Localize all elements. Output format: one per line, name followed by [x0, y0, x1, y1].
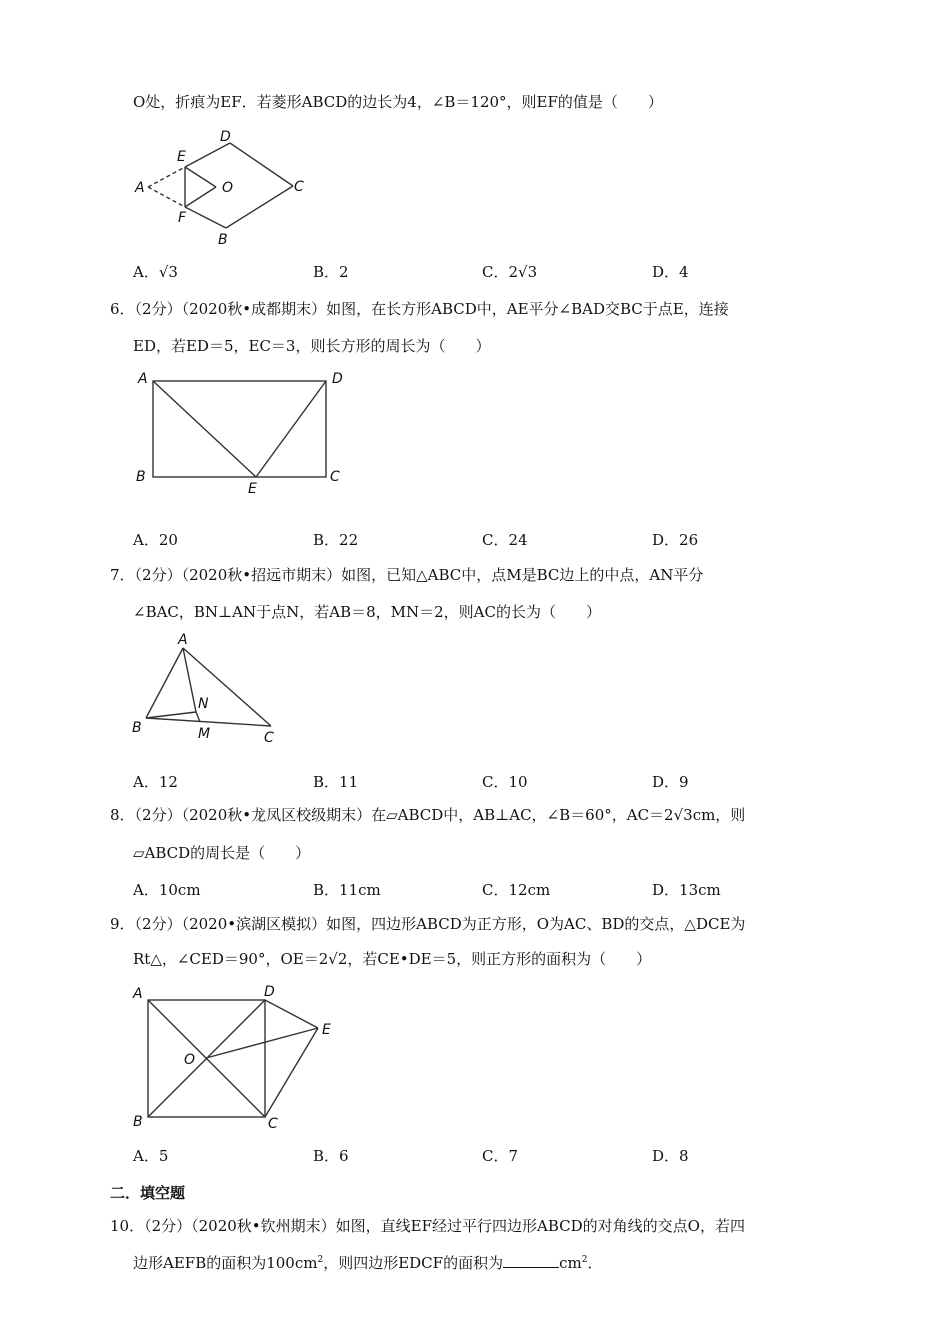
q10-text-f: ． — [587, 1254, 603, 1272]
q6-option-d[interactable]: D．26 — [652, 531, 699, 549]
q10-line1: 10．（2分）（2020秋•钦州期末）如图，直线EF经过平行四边形ABCD的对角线的交点O，若四 — [110, 1217, 745, 1235]
q5-label-C: C — [294, 179, 304, 195]
q6-option-b[interactable]: B．22 — [313, 531, 359, 549]
q9-label-B: B — [133, 1114, 143, 1130]
q10-sup-1: 2 — [317, 1255, 324, 1265]
q10-text-a: 边形AEFB的面积为100cm — [133, 1254, 318, 1272]
q10-line2 — [133, 1253, 602, 1273]
q5-label-D: D — [220, 129, 231, 145]
q9-label-E: E — [322, 1022, 331, 1038]
q6-option-c[interactable]: C．24 — [482, 531, 528, 549]
q8-line1: 8．（2分）（2020秋•龙凤区校级期末）在▱ABCD中，AB⊥AC，∠B＝60°，AC＝2√3cm，则 — [110, 806, 746, 824]
q7-option-b[interactable]: B．11 — [313, 773, 359, 791]
q9-option-d[interactable]: D．8 — [652, 1147, 689, 1165]
q6-label-D: D — [332, 371, 343, 387]
q5-label-B: B — [218, 232, 228, 248]
q5-stem: O处，折痕为EF．若菱形ABCD的边长为4，∠B＝120°，则EF的值是（ ） — [133, 93, 663, 111]
q9-line2: Rt△，∠CED＝90°，OE＝2√2，若CE•DE＝5，则正方形的面积为（ ） — [133, 950, 652, 968]
q7-label-A: A — [178, 632, 188, 648]
q5-option-c[interactable]: C．2√3 — [482, 263, 538, 281]
q9-label-C: C — [268, 1116, 278, 1132]
q6-option-a[interactable]: A．20 — [133, 531, 178, 549]
q5-label-E: E — [177, 149, 186, 165]
q7-label-C: C — [264, 730, 274, 746]
q5-option-b[interactable]: B．2 — [313, 263, 349, 281]
q6-label-E: E — [248, 481, 257, 497]
q8-option-d[interactable]: D．13cm — [652, 881, 721, 899]
q7-line2: ∠BAC，BN⊥AN于点N，若AB＝8，MN＝2，则AC的长为（ ） — [133, 603, 601, 621]
q6-figure — [128, 366, 358, 500]
q6-line2: ED，若ED＝5，EC＝3，则长方形的周长为（ ） — [133, 337, 491, 355]
section-title: 二．填空题 — [110, 1184, 186, 1202]
q10-text-d: cm — [559, 1254, 582, 1272]
q8-line2: ▱ABCD的周长是（ ） — [133, 844, 311, 862]
q10-sup-2: 2 — [581, 1255, 588, 1265]
q7-option-d[interactable]: D．9 — [652, 773, 689, 791]
q9-label-O: O — [184, 1052, 196, 1068]
q9-option-a[interactable]: A．5 — [133, 1147, 169, 1165]
q5-label-A: A — [135, 180, 145, 196]
q9-figure — [128, 980, 348, 1132]
q6-label-A: A — [138, 371, 148, 387]
q9-option-c[interactable]: C．7 — [482, 1147, 519, 1165]
q7-line1: 7．（2分）（2020秋•招远市期末）如图，已知△ABC中，点M是BC边上的中点，AN平分 — [110, 566, 704, 584]
q5-label-F: F — [178, 210, 187, 226]
q10-answer-blank[interactable] — [503, 1253, 559, 1268]
q7-label-B: B — [132, 720, 142, 736]
q5-figure — [128, 124, 318, 248]
q7-option-a[interactable]: A．12 — [133, 773, 178, 791]
q9-label-A: A — [133, 986, 143, 1002]
q6-label-C: C — [330, 469, 340, 485]
q6-line1: 6．（2分）（2020秋•成都期末）如图，在长方形ABCD中，AE平分∠BAD交BC于点E，连接 — [110, 300, 729, 318]
q7-option-c[interactable]: C．10 — [482, 773, 528, 791]
q7-label-N: N — [198, 696, 209, 712]
q9-label-D: D — [264, 984, 275, 1000]
q5-label-O: O — [222, 180, 234, 196]
q9-option-b[interactable]: B．6 — [313, 1147, 349, 1165]
q8-option-c[interactable]: C．12cm — [482, 881, 551, 899]
q9-line1: 9．（2分）（2020•滨湖区模拟）如图，四边形ABCD为正方形，O为AC、BD的交点，△DCE为 — [110, 915, 746, 933]
q6-label-B: B — [136, 469, 146, 485]
q10-text-c: ，则四边形EDCF的面积为 — [323, 1254, 504, 1272]
q8-option-a[interactable]: A．10cm — [133, 881, 201, 899]
q7-label-M: M — [198, 726, 211, 742]
q8-option-b[interactable]: B．11cm — [313, 881, 381, 899]
q7-figure — [128, 628, 288, 746]
q5-option-d[interactable]: D．4 — [652, 263, 689, 281]
q5-option-a[interactable]: A．√3 — [133, 263, 178, 281]
